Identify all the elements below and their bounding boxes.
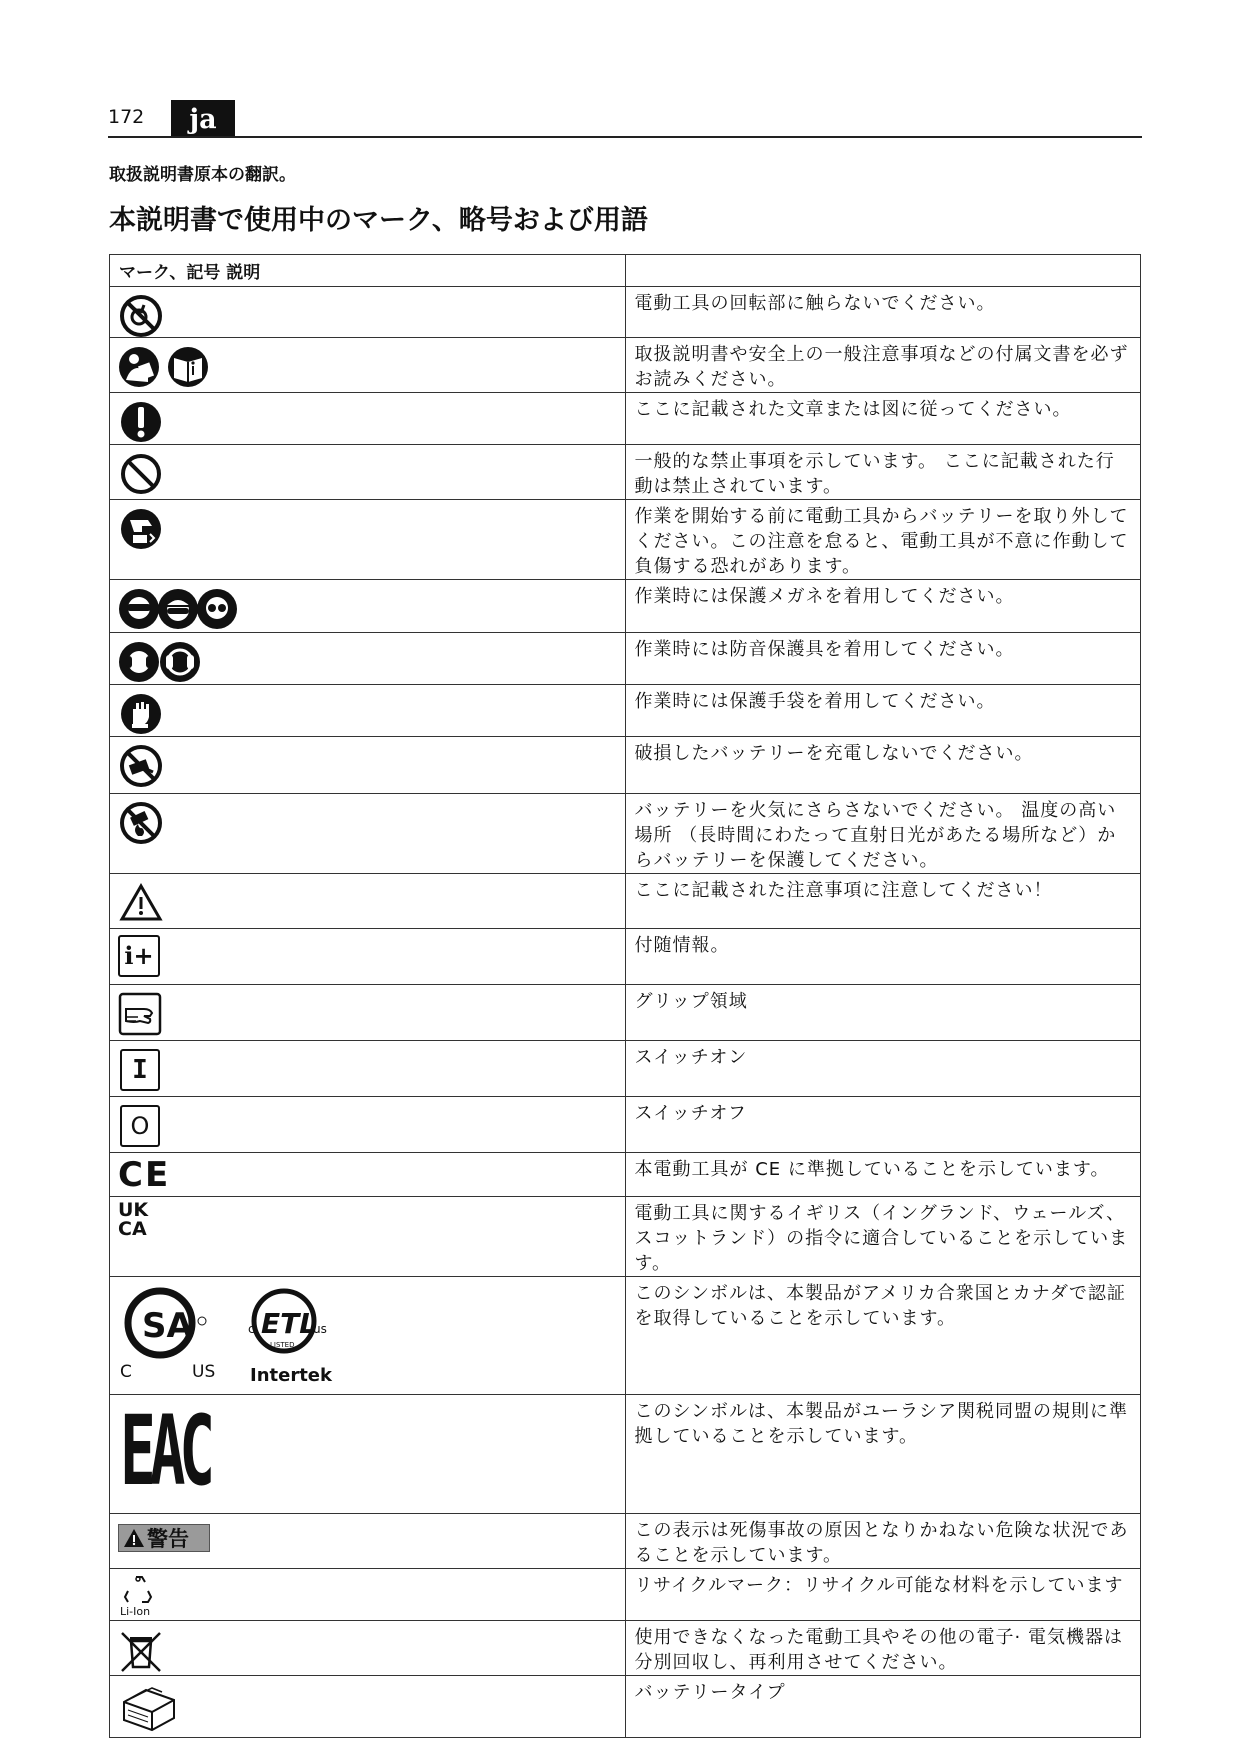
- language-tab: ja: [171, 100, 235, 136]
- row-description: このシンボルは、本製品がアメリカ合衆国とカナダで認証を取得していることを示しています。: [625, 1277, 1141, 1395]
- row-description: 本電動工具が CE に準拠していることを示しています。: [625, 1153, 1141, 1197]
- csa-etl-certification-icon: [116, 1281, 352, 1393]
- row-description: この表示は死傷事故の原因となりかねない危険な状況であることを示しています。: [625, 1514, 1141, 1569]
- row-description: バッテリータイプ: [625, 1676, 1141, 1738]
- table-row: [110, 929, 1141, 985]
- switch-off-icon: [120, 1105, 160, 1147]
- row-description: ここに記載された注意事項に注意してください！: [625, 874, 1141, 929]
- table-header-empty: [625, 255, 1141, 287]
- switch-on-icon: [120, 1049, 160, 1091]
- symbol-cell: [110, 1621, 626, 1676]
- ear-protection-icon: [118, 639, 218, 685]
- warning-label-icon: [118, 1524, 210, 1552]
- symbol-cell: [110, 1514, 626, 1569]
- table-row: [110, 393, 1141, 445]
- table-row: [110, 445, 1141, 500]
- protective-gloves-icon: [118, 691, 164, 737]
- mandatory-action-icon: [118, 399, 164, 445]
- symbol-cell: [110, 1197, 626, 1277]
- table-row: [110, 1621, 1141, 1676]
- symbol-cell: [110, 929, 626, 985]
- symbol-cell: [110, 685, 626, 737]
- symbol-cell: [110, 985, 626, 1041]
- symbol-cell: [110, 633, 626, 685]
- etl-left-label: c: [248, 1322, 255, 1336]
- etl-listed-label: LISTED: [270, 1341, 295, 1349]
- table-row: [110, 1395, 1141, 1514]
- table-row: [110, 685, 1141, 737]
- csa-left-label: C: [120, 1362, 132, 1382]
- etl-right-label: us: [313, 1322, 327, 1336]
- table-row: [110, 874, 1141, 929]
- table-row: [110, 985, 1141, 1041]
- recycle-li-ion-icon: [118, 1571, 164, 1617]
- ukca-top-label: UK: [118, 1199, 149, 1221]
- symbol-cell: [110, 287, 626, 338]
- symbol-cell: [110, 1041, 626, 1097]
- recycle-label: Li-Ion: [120, 1605, 151, 1617]
- row-description: グリップ領域: [625, 985, 1141, 1041]
- symbol-cell: [110, 1153, 626, 1197]
- row-description: 作業時には防音保護具を着用してください。: [625, 633, 1141, 685]
- row-description: バッテリーを火気にさらさないでください。 温度の高い場所 （長時間にわたって直射日光があたる場所など）からバッテリーを保護してください。: [625, 794, 1141, 874]
- row-description: 取扱説明書や安全上の一般注意事項などの付属文書を必ずお読みください。: [625, 338, 1141, 393]
- symbol-cell: [110, 1569, 626, 1621]
- row-description: 使用できなくなった電動工具やその他の電子· 電気機器は分別回収し、再利用させてください。: [625, 1621, 1141, 1676]
- row-description: 作業時には保護手袋を着用してください。: [625, 685, 1141, 737]
- prohibition-icon: [118, 451, 164, 497]
- symbol-cell: [110, 1097, 626, 1153]
- row-description: スイッチオフ: [625, 1097, 1141, 1153]
- table-row: [110, 338, 1141, 393]
- symbol-cell: [110, 338, 626, 393]
- translation-note: 取扱説明書原本の翻訳。: [109, 165, 296, 185]
- row-description: 作業を開始する前に電動工具からバッテリーを取り外してください。この注意を怠ると、電動工具が不意に作動して負傷する恐れがあります。: [625, 500, 1141, 580]
- no-fire-icon: [118, 800, 164, 846]
- header-rule: [108, 136, 1142, 138]
- row-description: リサイクルマーク：リサイクル可能な材料を示しています: [625, 1569, 1141, 1621]
- row-description: このシンボルは、本製品がユーラシア関税同盟の規則に準拠していることを示しています。: [625, 1395, 1141, 1514]
- table-row: [110, 580, 1141, 633]
- read-manual-icon: [118, 344, 218, 390]
- grip-area-icon: [118, 991, 164, 1037]
- warning-label-text: 警告: [147, 1527, 189, 1551]
- symbol-cell: [110, 794, 626, 874]
- row-description: ここに記載された文章または図に従ってください。: [625, 393, 1141, 445]
- ukca-mark-icon: [118, 1201, 148, 1239]
- caution-triangle-icon: [118, 880, 164, 926]
- ce-mark-icon: [118, 1155, 170, 1195]
- csa-right-label: US: [192, 1362, 216, 1382]
- symbol-cell: [110, 500, 626, 580]
- switch-off-label: O: [130, 1112, 150, 1140]
- warning-triangle-icon: [123, 1528, 145, 1548]
- table-row: [110, 737, 1141, 794]
- battery-pack-icon: [118, 1678, 178, 1734]
- row-description: 電動工具の回転部に触らないでください。: [625, 287, 1141, 338]
- symbol-cell: [110, 737, 626, 794]
- csa-logo-icon: [120, 1291, 215, 1382]
- remove-battery-icon: [118, 506, 164, 552]
- info-plus-label: i+: [124, 941, 154, 970]
- etl-letters: ETL: [261, 1307, 318, 1340]
- no-charge-damaged-battery-icon: [118, 743, 164, 789]
- weee-bin-icon: [118, 1627, 164, 1673]
- csa-letters: SA: [142, 1306, 193, 1346]
- row-description: 一般的な禁止事項を示しています。 ここに記載された行動は禁止されています。: [625, 445, 1141, 500]
- info-plus-icon: [118, 935, 160, 977]
- symbol-cell: [110, 1676, 626, 1738]
- table-row: [110, 633, 1141, 685]
- page-number: 172: [108, 106, 145, 128]
- symbol-cell: [110, 445, 626, 500]
- table-row: [110, 1097, 1141, 1153]
- table-row: [110, 1569, 1141, 1621]
- table-header: マーク、記号 説明: [110, 255, 626, 287]
- section-title: 本説明書で使用中のマーク、略号および用語: [109, 205, 648, 236]
- eac-mark-label: EAC: [120, 1395, 209, 1507]
- table-row: [110, 1197, 1141, 1277]
- switch-on-label: I: [132, 1055, 148, 1085]
- row-description: 破損したバッテリーを充電しないでください。: [625, 737, 1141, 794]
- row-description: スイッチオン: [625, 1041, 1141, 1097]
- page-header: [108, 100, 1142, 138]
- ukca-bottom-label: CA: [118, 1218, 147, 1240]
- symbols-table: [109, 254, 1141, 1738]
- row-description: 作業時には保護メガネを着用してください。: [625, 580, 1141, 633]
- table-row: [110, 1153, 1141, 1197]
- table-row: [110, 1676, 1141, 1738]
- table-row: [110, 1277, 1141, 1395]
- table-row: [110, 794, 1141, 874]
- no-touch-rotating-icon: [118, 293, 164, 339]
- table-header-row: [110, 255, 1141, 287]
- row-description: 電動工具に関するイギリス（イングランド、ウェールズ、スコットランド）の指令に適合していることを示しています。: [625, 1197, 1141, 1277]
- eac-mark-icon: [120, 1395, 209, 1507]
- symbol-cell: [110, 580, 626, 633]
- ce-mark-label: CE: [118, 1155, 171, 1195]
- table-row: [110, 1041, 1141, 1097]
- table-row: [110, 500, 1141, 580]
- eye-protection-icon: [118, 586, 258, 632]
- symbol-cell: [110, 874, 626, 929]
- symbol-cell: [110, 1395, 626, 1514]
- etl-logo-icon: [248, 1291, 333, 1386]
- row-description: 付随情報。: [625, 929, 1141, 985]
- symbol-cell: [110, 1277, 626, 1395]
- intertek-label: Intertek: [250, 1365, 332, 1386]
- table-row: [110, 1514, 1141, 1569]
- symbol-cell: [110, 393, 626, 445]
- table-row: [110, 287, 1141, 338]
